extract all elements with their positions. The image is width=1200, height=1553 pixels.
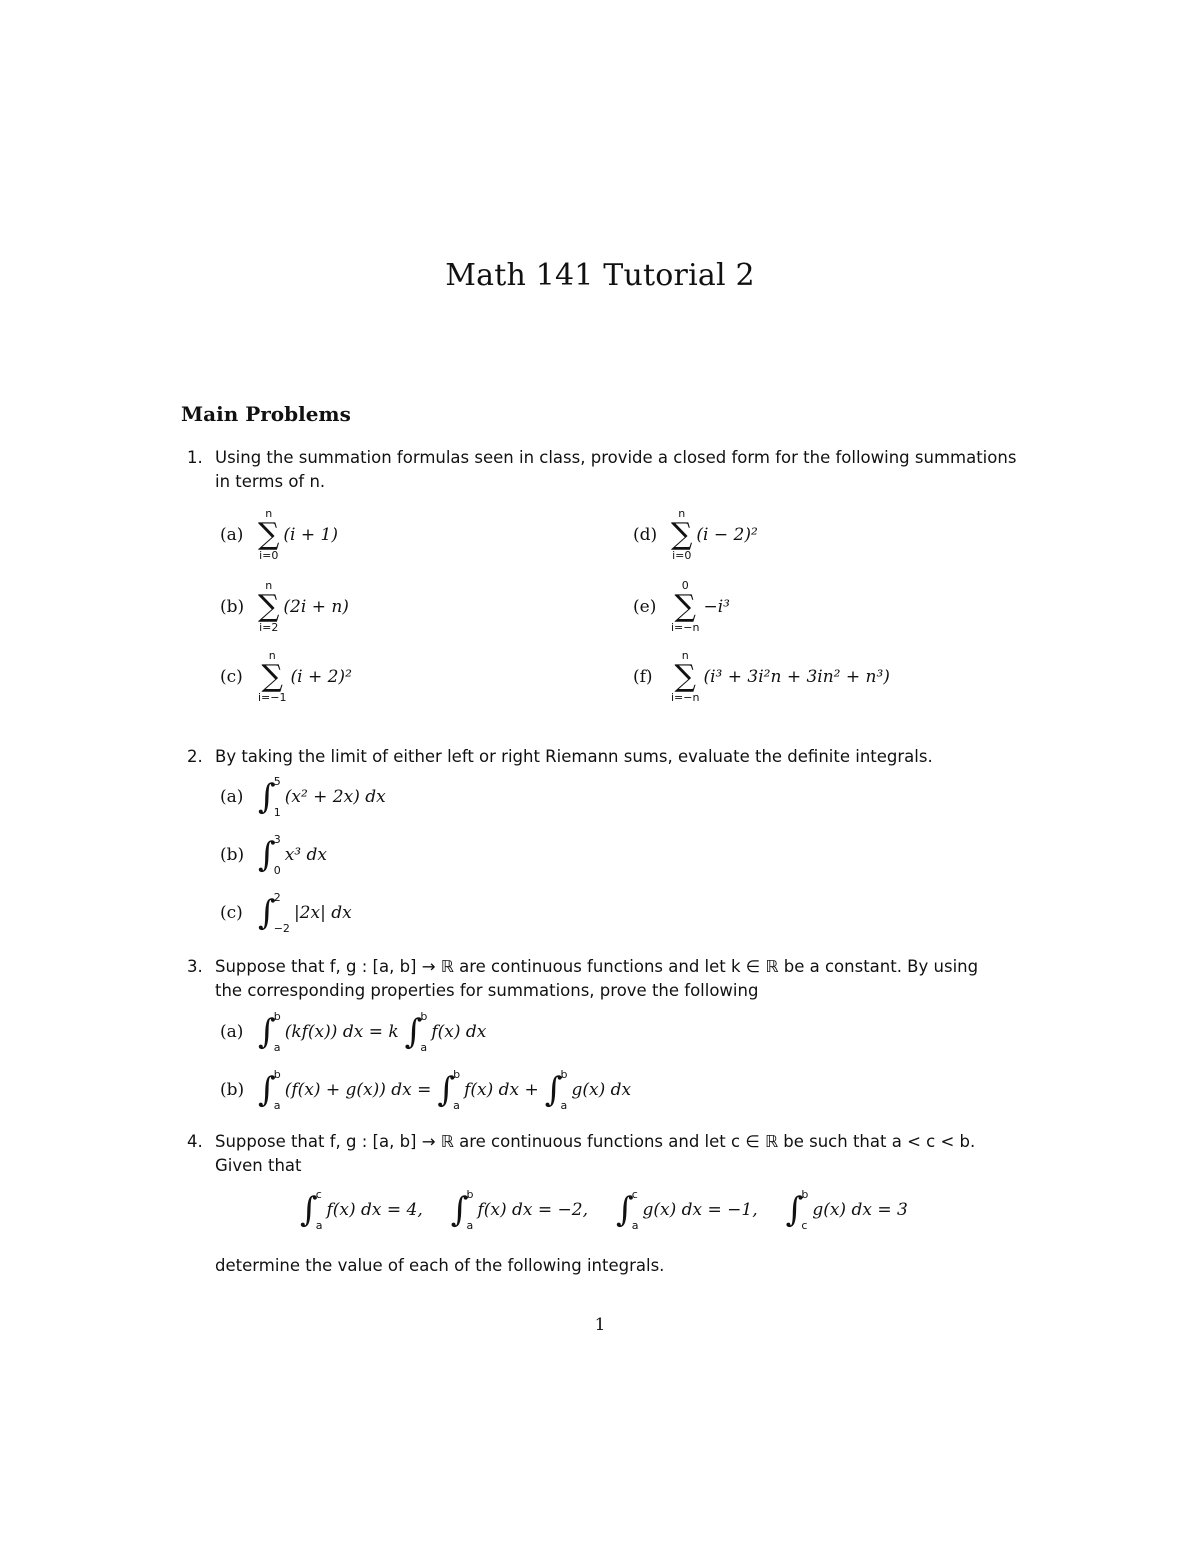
sum-operator: n ∑ i=0 [671, 507, 693, 562]
integral-operator: ∫ b a [258, 1010, 281, 1054]
summand: (i³ + 3i²n + 3in² + n³) [703, 667, 890, 687]
given-integral-4: g(x) dx = 3 [812, 1200, 908, 1220]
section-heading: Main Problems [181, 402, 351, 426]
sum-operator: 0 ∑ i=−n [671, 579, 700, 634]
problem-3a [220, 1010, 486, 1054]
part-label: (b) [220, 597, 245, 617]
lhs-expression: (f(x) + g(x)) dx = [284, 1080, 432, 1100]
problem-1f [633, 650, 890, 704]
integral-operator: ∫ c a [300, 1188, 323, 1232]
integral-operator: ∫ b a [544, 1068, 568, 1112]
part-label: (b) [220, 845, 245, 865]
integral-operator: ∫ b a [258, 1068, 281, 1112]
sum-operator: n ∑ i=0 [258, 507, 280, 562]
summand: (i + 2)² [290, 667, 352, 687]
problem-1e [633, 580, 730, 634]
part-label: (f) [633, 667, 653, 687]
summand: −i³ [703, 597, 730, 617]
sum-operator: n ∑ i=−1 [258, 649, 287, 704]
problem-2c [220, 891, 352, 935]
problem-1-line1: Using the summation formulas seen in class, provide a closed form for the following summations [215, 448, 1017, 467]
problem-1a [220, 508, 338, 562]
page-number: 1 [594, 1315, 606, 1335]
integral-operator: ∫ 2 −2 [258, 891, 290, 935]
problem-4-number: 4. [187, 1132, 203, 1151]
problem-1c [220, 650, 352, 704]
part-label: (e) [633, 597, 657, 617]
problem-3-number: 3. [187, 957, 203, 976]
given-integral-2: f(x) dx = −2, [477, 1200, 589, 1220]
integral-operator: ∫ b a [404, 1010, 428, 1054]
summand: (i + 1) [283, 525, 338, 545]
integral-operator: ∫ b a [437, 1068, 461, 1112]
sum-operator: n ∑ i=−n [671, 649, 700, 704]
summand: (i − 2)² [696, 525, 758, 545]
integral-operator: ∫ b a [450, 1188, 474, 1232]
given-integral-3: g(x) dx = −1, [642, 1200, 758, 1220]
problem-3-line1: Suppose that f, g : [a, b] → ℝ are continuous functions and let k ∈ ℝ be a constant. By using [215, 957, 979, 976]
problem-3-line2: the corresponding properties for summations, prove the following [215, 981, 759, 1000]
problem-4-after-text: determine the value of each of the following integrals. [215, 1256, 665, 1275]
problem-4-line1: Suppose that f, g : [a, b] → ℝ are continuous functions and let c ∈ ℝ be such that a < c < b. [215, 1132, 976, 1151]
problem-1-number: 1. [187, 448, 203, 467]
part-label: (a) [220, 525, 244, 545]
part-label: (c) [220, 903, 243, 923]
problem-3-text [187, 955, 1047, 1003]
problem-2a [220, 775, 386, 819]
integral-operator: ∫ b c [785, 1188, 809, 1232]
problem-2-number: 2. [187, 747, 203, 766]
part-label: (b) [220, 1080, 245, 1100]
lhs-expression: (kf(x)) dx = k [284, 1022, 399, 1042]
integrand: x³ dx [284, 845, 327, 865]
integral-operator: ∫ c a [616, 1188, 639, 1232]
rhs-expression: g(x) dx [571, 1080, 632, 1100]
part-label: (a) [220, 787, 244, 807]
summand: (2i + n) [283, 597, 349, 617]
part-label: (c) [220, 667, 243, 687]
problem-4-line2: Given that [215, 1156, 302, 1175]
sum-operator: n ∑ i=2 [258, 579, 280, 634]
part-label: (d) [633, 525, 658, 545]
part-label: (a) [220, 1022, 244, 1042]
integrand: |2x| dx [293, 903, 352, 923]
integrand: (x² + 2x) dx [284, 787, 386, 807]
problem-1-line2: in terms of n. [215, 472, 326, 491]
problem-2b [220, 833, 327, 877]
problem-2-text [187, 745, 1047, 769]
integral-operator: ∫ 5 1 [258, 775, 281, 819]
problem-4-text [187, 1130, 1047, 1178]
rhs-expression: f(x) dx [431, 1022, 487, 1042]
integral-operator: ∫ 3 0 [258, 833, 281, 877]
mid-expression: f(x) dx + [464, 1080, 539, 1100]
given-integrals [300, 1188, 908, 1232]
page-title: Math 141 Tutorial 2 [445, 258, 755, 293]
problem-3b [220, 1068, 631, 1112]
problem-1d [633, 508, 758, 562]
problem-1-text [187, 446, 1047, 494]
given-integral-1: f(x) dx = 4, [326, 1200, 423, 1220]
problem-2-line1: By taking the limit of either left or right Riemann sums, evaluate the definite integrals. [215, 747, 933, 766]
problem-1b [220, 580, 349, 634]
